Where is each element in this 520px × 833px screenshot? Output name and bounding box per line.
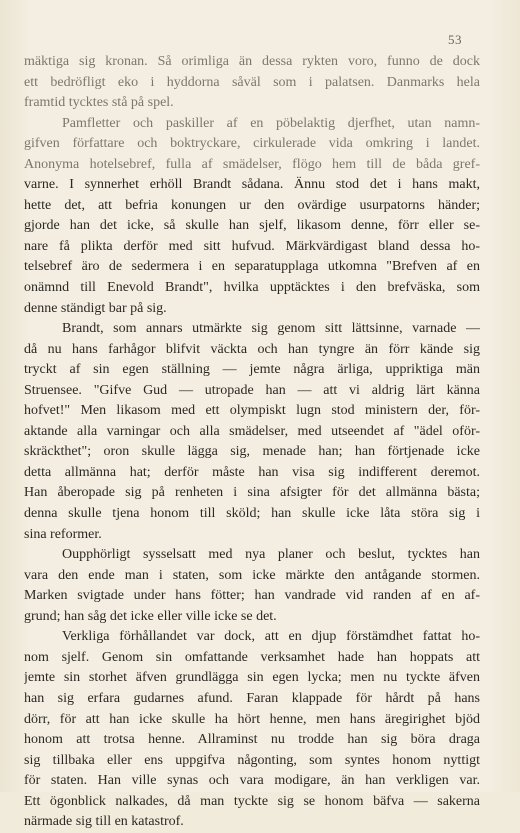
text-line: nom sjelf. Genom sin omfattande verksamhet hade han hoppats att <box>24 649 480 665</box>
text-line: för staten. Han ville synas och vara modigare, än han verkligen var. <box>24 773 480 789</box>
text-line: grund; han såg det icke eller ville icke se det. <box>24 608 277 624</box>
text-line: detta allmänna hat; derför måste han visa sig indifferent deremot. <box>24 464 480 480</box>
text-line: Marken svigtade under hans fötter; han vandrade vid randen af en af- <box>24 588 480 604</box>
text-line: honom att trotsa henne. Allraminst nu trodde han sig böra draga <box>24 732 480 748</box>
text-line: framtid tycktes stå på spel. <box>24 95 174 111</box>
text-line: denne ständigt bar på sig. <box>24 300 167 316</box>
text-line: dörr, för att han icke skulle ha hört henne, men hans äregirighet bjöd <box>24 711 480 727</box>
page-number: 53 <box>448 32 462 47</box>
text-line: jemte sin storhet äfven grundlägga sin egen lycka; men nu tyckte äfven <box>24 670 480 686</box>
text-line: Anonyma hotelsebref, fulla af smädelser, flögo hem till de båda gref- <box>24 156 480 172</box>
text-line: närmade sig till en katastrof. <box>24 814 184 830</box>
text-line: tryckt af sin egen ställning — jemte några ärliga, uppriktiga män <box>24 362 480 378</box>
text-line: sig tillbaka eller ens uppgifva någonting, som syntes honom nyttigt <box>24 752 480 768</box>
text-line: aktande alla varningar och alla smädelser, med utseendet af "ädel oför- <box>24 423 480 439</box>
text-line: vara den ende man i staten, som icke märkte den antågande stormen. <box>24 567 480 583</box>
text-line: hofvet!" Men likasom med ett olympiskt lugn stod ministern der, för- <box>24 403 480 419</box>
text-line: skräckthet"; oron skulle lägga sig, menade han; han förtjenade icke <box>24 444 480 460</box>
text-line: ett bedröfligt eko i hyddorna såväl som i palatsen. Danmarks hela <box>24 74 480 90</box>
text-line: Pamfletter och paskiller af en pöbelaktig djerfhet, utan namn- <box>62 115 480 131</box>
text-line: då nu hans farhågor blifvit väckta och han tyngre än förr kände sig <box>24 341 480 357</box>
text-line: Brandt, som annars utmärkte sig genom sitt lättsinne, varnade — <box>62 321 480 337</box>
text-line: Oupphörligt sysselsatt med nya planer och beslut, tycktes han <box>62 547 480 563</box>
text-line: telsebref äro de sedermera i en separatupplaga utkomna "Brefven af en <box>24 259 480 275</box>
text-line: onämnd till Enevold Brandt", hvilka upptäcktes i den brefväska, som <box>24 280 480 296</box>
text-line: Ett ögonblick nalkades, då man tyckte sig se honom bäfva — sakerna <box>24 793 480 809</box>
text-line: mäktiga sig kronan. Så orimliga än dessa rykten voro, funno de dock <box>24 54 480 69</box>
text-line: gjorde han det icke, så skulle han sjelf, likasom denne, förr eller se- <box>24 218 480 234</box>
text-line: nare få plikta derför med sitt hufvud. Märkvärdigast bland dessa ho- <box>24 238 480 254</box>
text-line: han sig erfara gudarnes afund. Faran klappade för hårdt på hans <box>24 690 480 706</box>
text-line: sina reformer. <box>24 526 102 542</box>
body-text <box>24 52 480 833</box>
text-line: hette det, att befria konungen ur den ovärdige usurpatorns händer; <box>24 197 480 213</box>
text-line: gifven författare och boktryckare, cirkulerade vida omkring i landet. <box>24 136 480 152</box>
text-line: Struensee. "Gifve Gud — utropade han — att vi aldrig lärt känna <box>24 382 480 398</box>
text-line: Han åberopade sig på renheten i sina afsigter för det allmänna bästa; <box>24 485 480 501</box>
text-line: denna skulle tjena honom till sköld; han skulle icke låta störa sig i <box>24 506 480 522</box>
text-line: varne. I synnerhet erhöll Brandt sådana. Ännu stod det i hans makt, <box>24 177 480 193</box>
text-line: Verkliga förhållandet var dock, att en djup förstämdhet fattat ho- <box>62 629 480 645</box>
